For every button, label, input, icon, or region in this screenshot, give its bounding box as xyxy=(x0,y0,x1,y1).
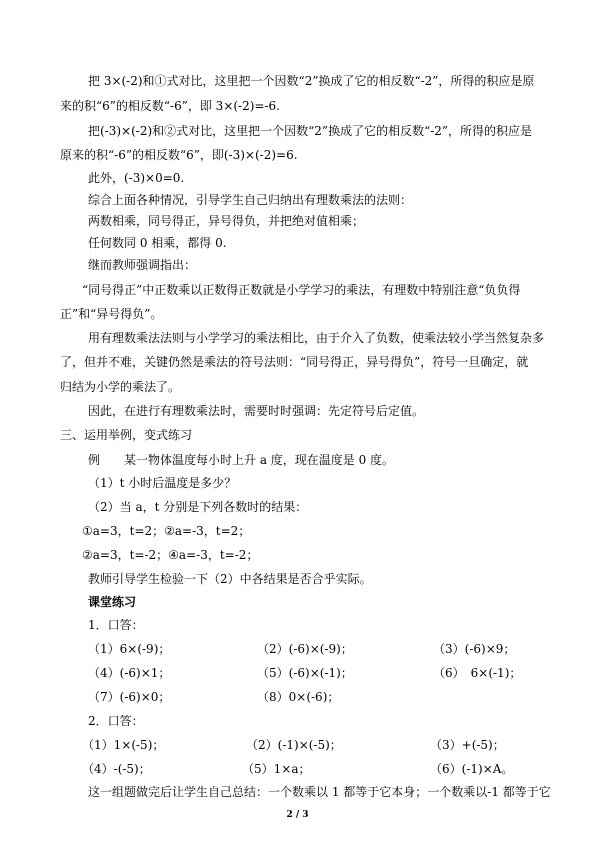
exercise-item: （2）(-1)×(-5)； xyxy=(246,738,342,752)
paragraph-line: 把 3×(-2)和①式对比，这里把一个因数“2”换成了它的相反数“-2”，所得的积应是原 xyxy=(88,74,535,88)
exercise-item: （8）0×(-6)； xyxy=(257,690,340,704)
paragraph-line: 用有理数乘法法则与小学学习的乘法相比，由于介入了负数，使乘法较小学当然复杂多 xyxy=(88,331,545,345)
paragraph-line: 继而教师强调指出： xyxy=(88,258,197,272)
paragraph-line: 此外，(-3)×0=0. xyxy=(88,171,185,185)
exercise-item: （6）(-1)×A。 xyxy=(430,762,514,776)
paragraph-line: 归结为小学的乘法了。 xyxy=(60,380,181,394)
exercise-heading: 2．口答： xyxy=(88,714,144,728)
paragraph-line: “同号得正”中正数乘以正数得正数就是小学学习的乘法，有理数中特别注意“负负得 xyxy=(82,283,521,297)
example-line: ①a=3，t=2；②a=-3，t=2； xyxy=(82,524,251,538)
exercise-item: （4）(-6)×1； xyxy=(88,666,171,680)
closing-line: 这一组题做完后让学生自己总结：一个数乘以 1 都等于它本身；一个数乘以-1 都等于它 xyxy=(88,785,551,799)
page-number: 2 / 3 xyxy=(286,810,309,820)
exercise-item: （1）1×(-5)； xyxy=(82,738,165,752)
paragraph-line: 教师引导学生检验一下（2）中各结果是否合乎实际。 xyxy=(88,572,372,586)
exercise-item: （6） 6×(-1)； xyxy=(433,666,522,680)
paragraph-line: 两数相乘，同号得正，异号得负，并把绝对值相乘； xyxy=(88,214,365,228)
exercise-item: （5）(-6)×(-1)； xyxy=(257,666,353,680)
paragraph-line: 任何数同 0 相乘，都得 0. xyxy=(88,236,227,250)
exercise-item: （3）(-6)×9； xyxy=(433,642,516,656)
paragraph-line: 因此，在进行有理数乘法时，需要时时强调：先定符号后定值。 xyxy=(88,404,425,418)
paragraph-line: 了，但并不难，关键仍然是乘法的符号法则：“同号得正，异号得负”，符号一旦确定，就 xyxy=(60,355,529,369)
exercise-item: （7）(-6)×0； xyxy=(88,690,171,704)
paragraph-line: 原来的积“-6”的相反数“6”，即(-3)×(-2)=6. xyxy=(60,148,298,162)
section-heading: 三、运用举例，变式练习 xyxy=(60,428,193,442)
exercise-item: （4）-(-5)； xyxy=(82,762,151,776)
exercise-item: （3）+(-5)； xyxy=(430,738,505,752)
paragraph-line: 综合上面各种情况，引导学生自己归纳出有理数乘法的法则： xyxy=(88,193,413,207)
paragraph-line: 正”和“异号得负”。 xyxy=(60,307,163,321)
paragraph-line: 把(-3)×(-2)和②式对比，这里把一个因数“2”换成了它的相反数“-2”，所得的积应是 xyxy=(88,124,533,138)
example-line: ②a=3，t=-2；④a=-3，t=-2； xyxy=(82,548,259,562)
exercise-item: （2）(-6)×(-9)； xyxy=(257,642,353,656)
exercise-item: （5）1×a； xyxy=(242,762,311,776)
example-line: 例 某一物体温度每小时上升 a 度，现在温度是 0 度。 xyxy=(88,453,395,467)
example-line: （2）当 a，t 分别是下列各数时的结果： xyxy=(88,500,308,514)
section-title: 课堂练习 xyxy=(88,595,137,609)
exercise-heading: 1．口答： xyxy=(88,618,144,632)
paragraph-line: 来的积“6”的相反数“-6”，即 3×(-2)=-6. xyxy=(60,99,280,113)
example-line: （1）t 小时后温度是多少？ xyxy=(88,476,237,490)
exercise-item: （1）6×(-9)； xyxy=(88,642,171,656)
